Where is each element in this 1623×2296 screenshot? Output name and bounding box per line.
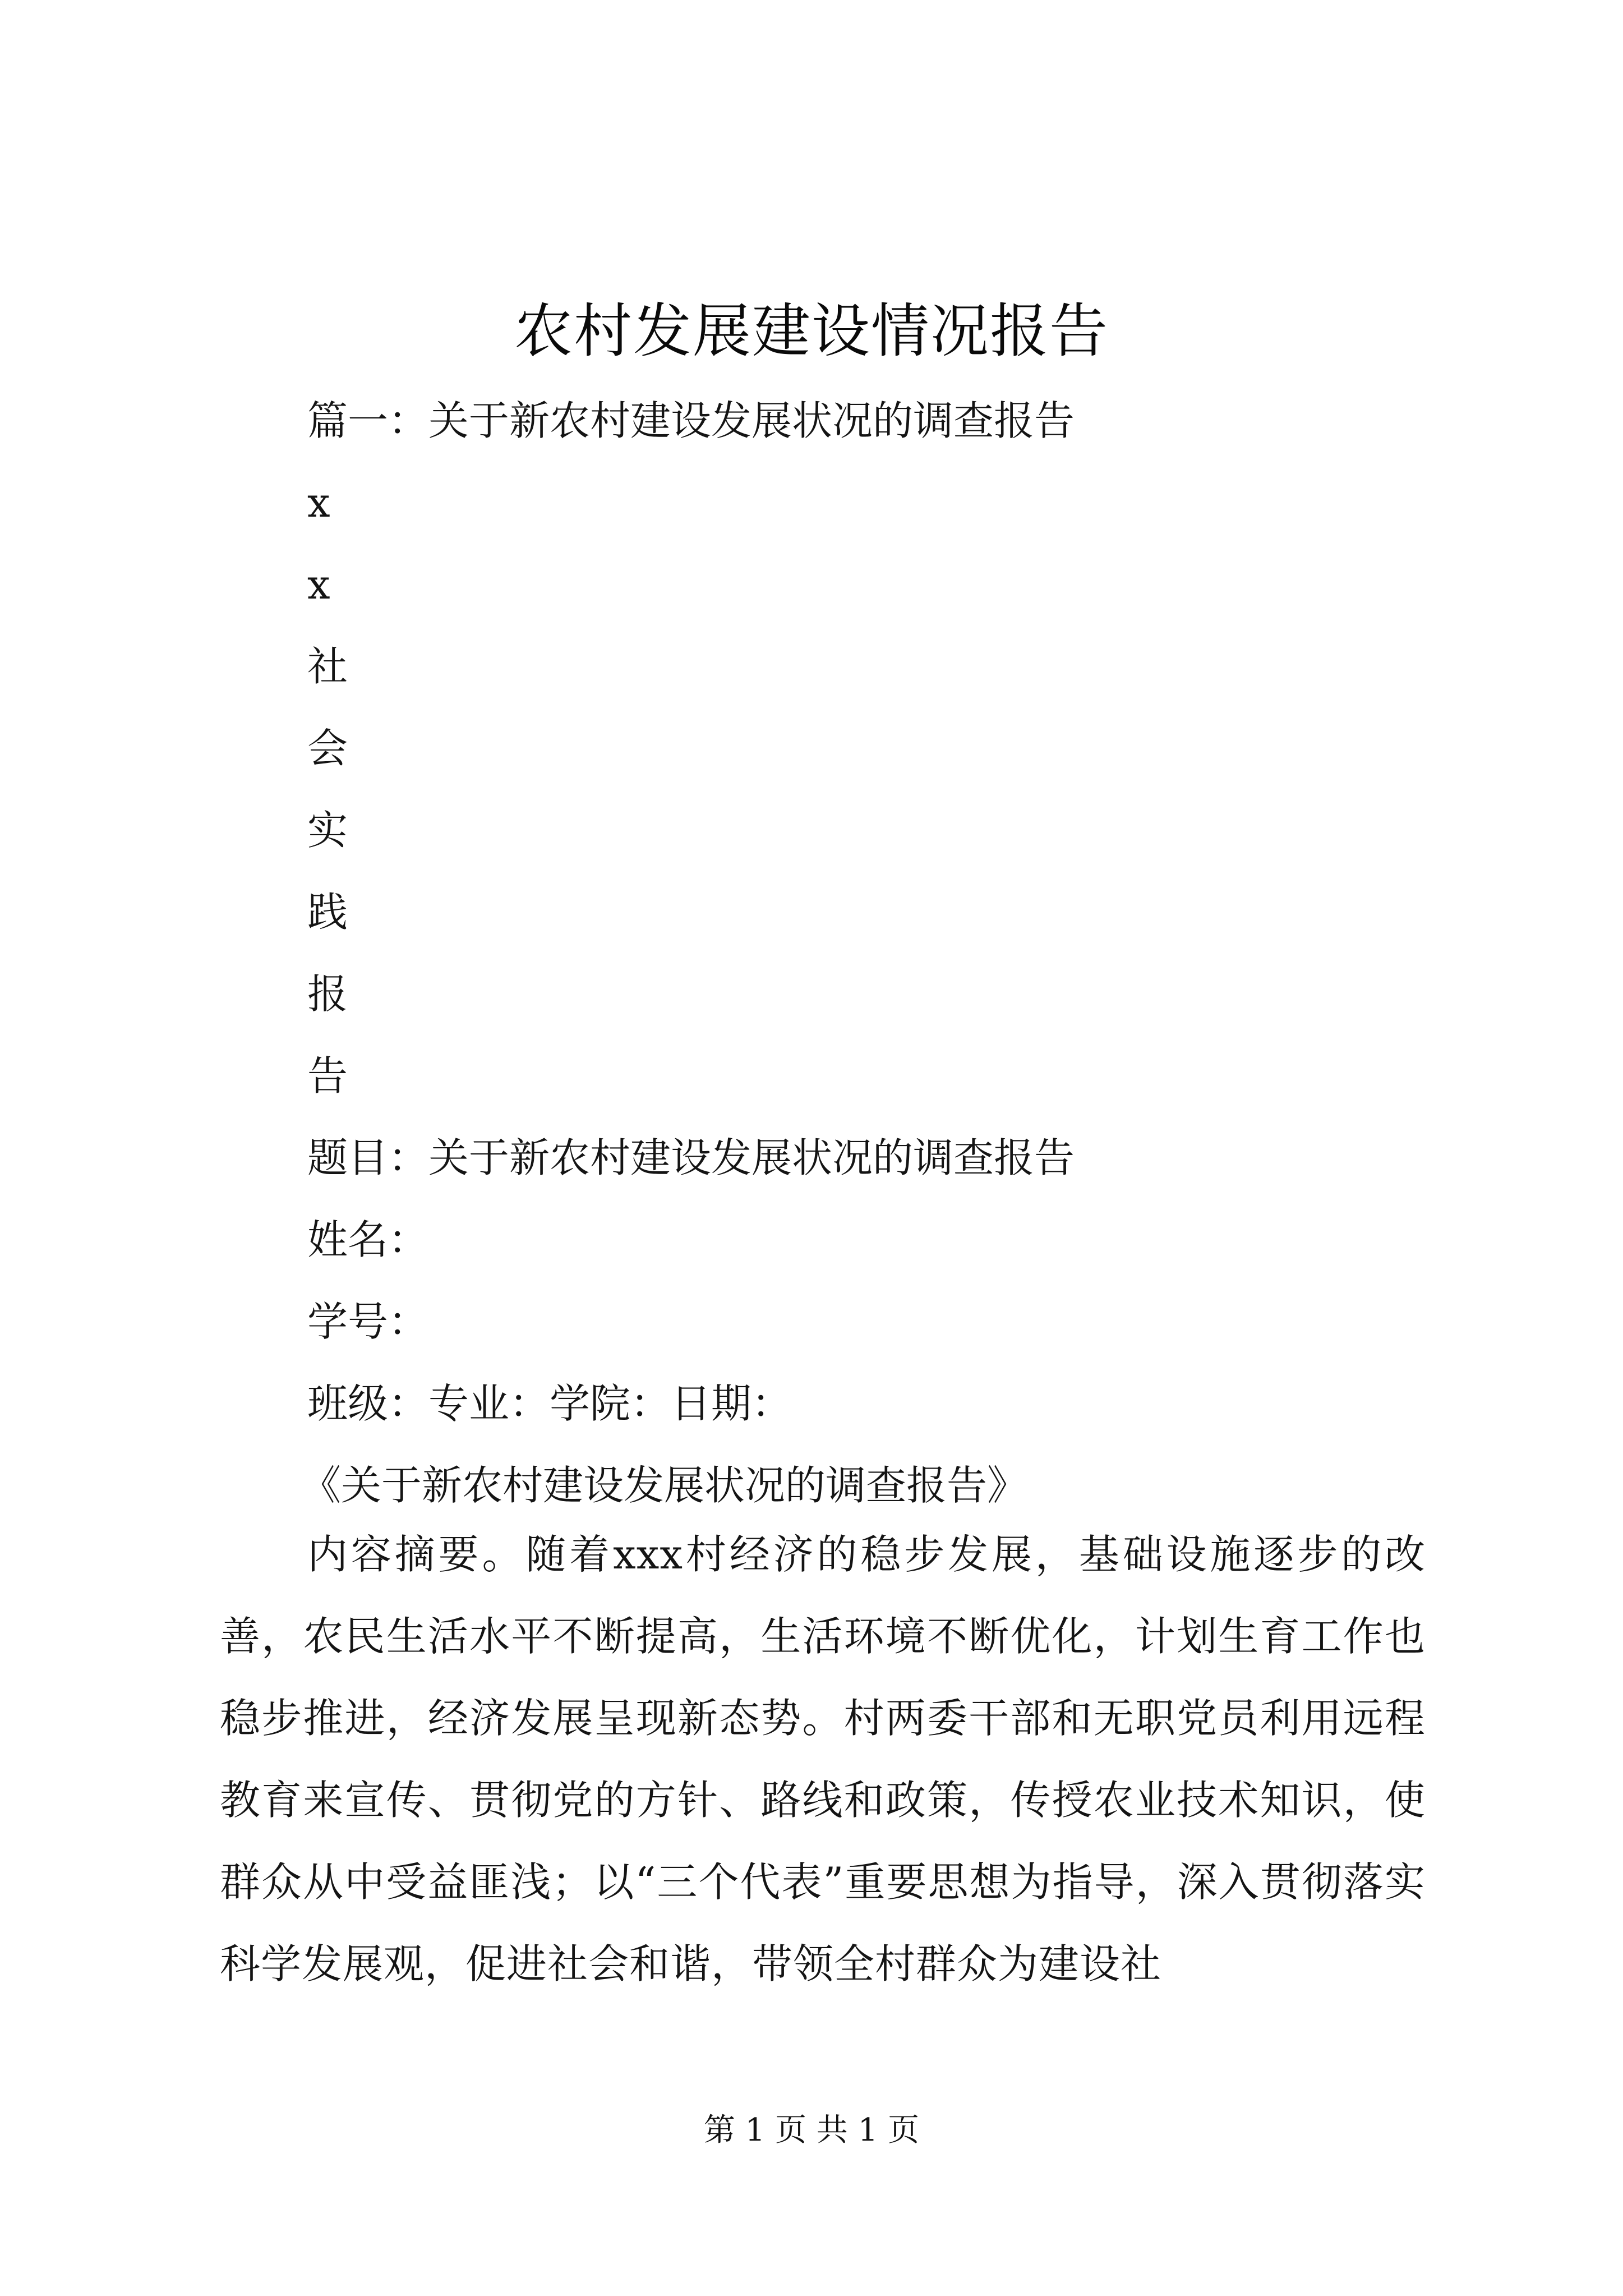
vertical-char-line: 报 <box>307 970 348 1018</box>
page-footer: 第 1 页 共 1 页 <box>703 2112 920 2148</box>
document-title: 农村发展建设情况报告 <box>514 297 1109 365</box>
abstract-paragraph: 内容摘要。随着xxx村经济的稳步发展，基础设施逐步的改善，农民生活水平不断提高，生活环境不断优化，计划生育工作也稳步推进，经济发展呈现新态势。村两委干部和无职党员利用远程教育来宣传、贯彻党的方针、路线和政策，传授农业技术知识，使群众从中受益匪浅；以“三个代表”重要思想为指导，深入贯彻落实科学发展观，促进社会和谐，带领全村群众为建设社 <box>220 1531 1426 1987</box>
report-subtitle: 《关于新农村建设发展状况的调查报告》 <box>301 1462 1028 1509</box>
vertical-char-line: 践 <box>307 889 348 936</box>
vertical-char-line: 会 <box>307 725 348 772</box>
student-id-line: 学号： <box>307 1298 429 1345</box>
name-line: 姓名： <box>307 1216 429 1263</box>
class-info-line: 班级：专业：学院：日期： <box>307 1380 792 1427</box>
vertical-char-line: x <box>307 561 330 608</box>
vertical-char-line: 实 <box>307 807 348 854</box>
vertical-char-line: x <box>307 479 330 526</box>
chapter-heading: 篇一：关于新农村建设发展状况的调查报告 <box>307 397 1075 444</box>
topic-line: 题目：关于新农村建设发展状况的调查报告 <box>307 1134 1075 1181</box>
vertical-char-line: 告 <box>307 1052 348 1099</box>
vertical-char-line: 社 <box>307 643 348 690</box>
